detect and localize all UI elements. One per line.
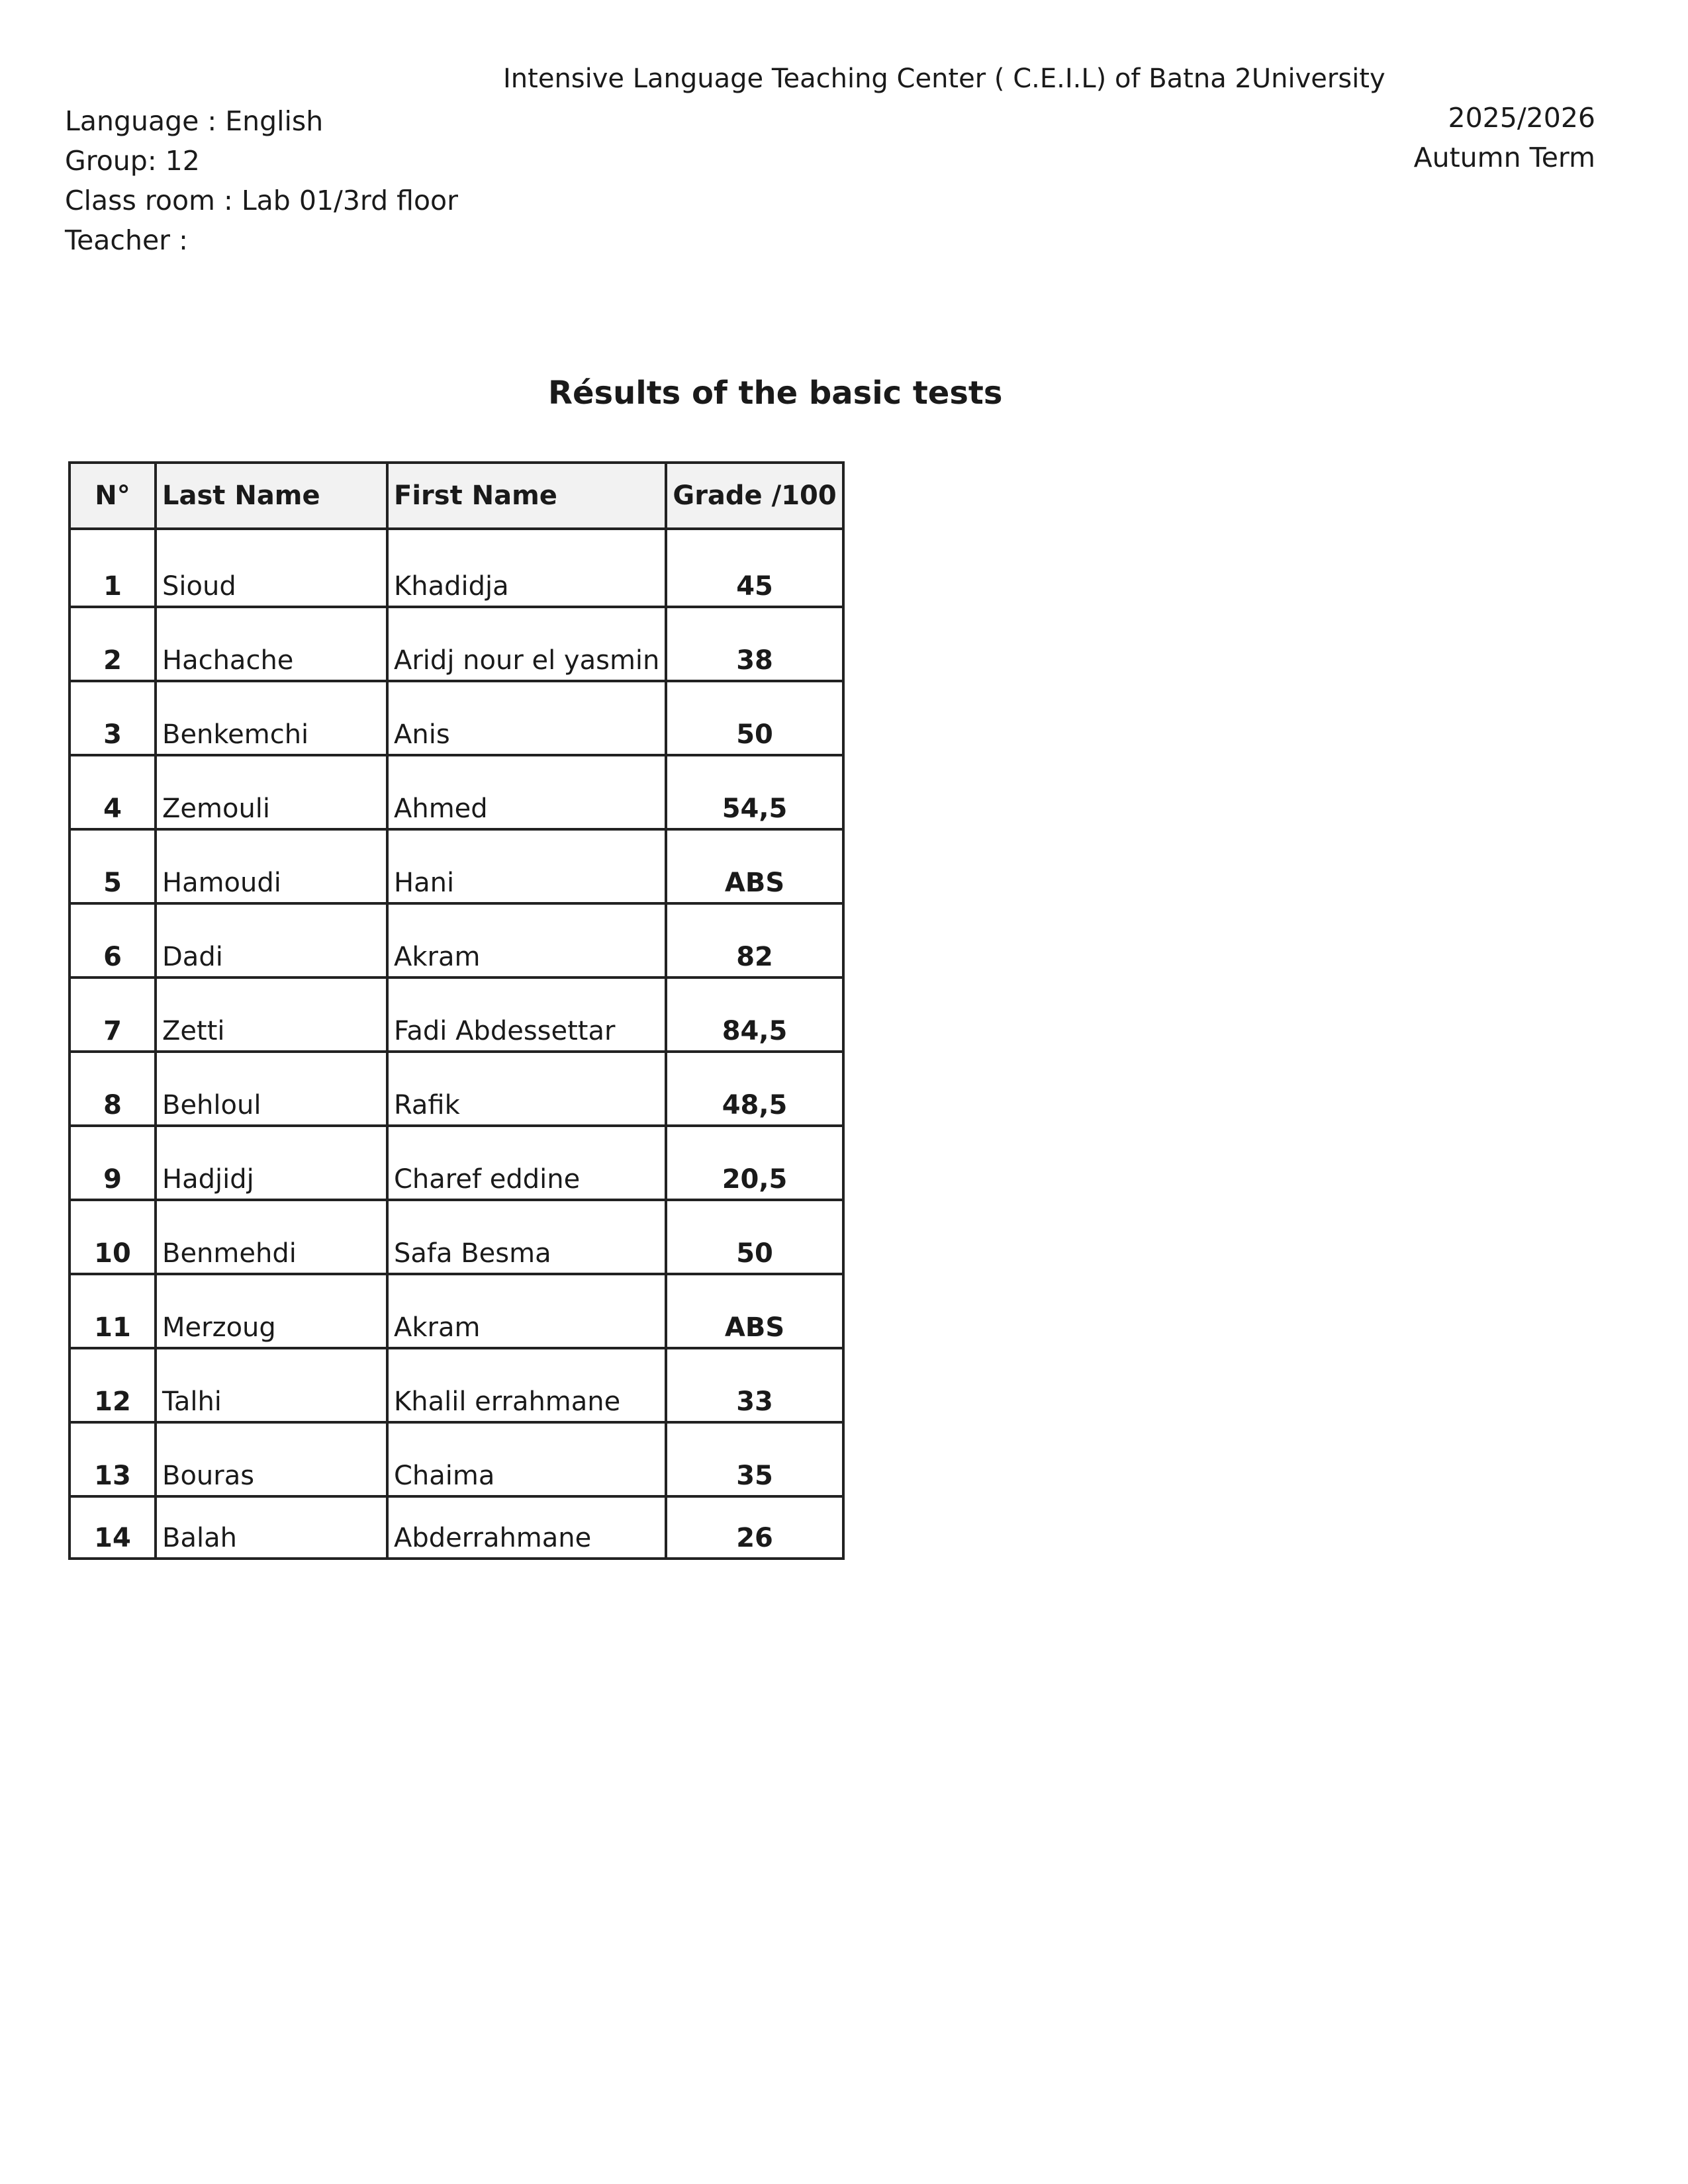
table-row <box>70 755 843 829</box>
results-body <box>70 529 843 1559</box>
classroom-line: Class room : Lab 01/3rd floor <box>65 185 458 216</box>
cell-number: 2 <box>70 607 156 681</box>
cell-grade: 35 <box>666 1422 843 1496</box>
cell-last-name: Behloul <box>156 1052 387 1126</box>
table-row <box>70 1126 843 1200</box>
cell-first-name: Akram <box>387 903 666 978</box>
cell-last-name: Hamoudi <box>156 829 387 903</box>
cell-first-name: Anis <box>387 681 666 755</box>
table-row <box>70 1200 843 1274</box>
cell-number: 1 <box>70 529 156 607</box>
table-row <box>70 1496 843 1559</box>
cell-grade: 82 <box>666 903 843 978</box>
class-info <box>65 101 458 260</box>
cell-number: 11 <box>70 1274 156 1348</box>
cell-grade: 50 <box>666 1200 843 1274</box>
cell-last-name: Zemouli <box>156 755 387 829</box>
table-row <box>70 529 843 607</box>
table-row <box>70 903 843 978</box>
cell-first-name: Chaima <box>387 1422 666 1496</box>
cell-grade: 54,5 <box>666 755 843 829</box>
table-row <box>70 607 843 681</box>
cell-first-name: Khadidja <box>387 529 666 607</box>
cell-number: 5 <box>70 829 156 903</box>
cell-number: 10 <box>70 1200 156 1274</box>
cell-last-name: Zetti <box>156 978 387 1052</box>
cell-last-name: Benkemchi <box>156 681 387 755</box>
cell-last-name: Benmehdi <box>156 1200 387 1274</box>
cell-grade: 45 <box>666 529 843 607</box>
cell-grade: 20,5 <box>666 1126 843 1200</box>
cell-first-name: Rafik <box>387 1052 666 1126</box>
header-grade: Grade /100 <box>666 463 843 529</box>
table-row <box>70 829 843 903</box>
cell-last-name: Sioud <box>156 529 387 607</box>
academic-year: 2025/2026 <box>1448 102 1595 134</box>
language-line: Language : English <box>65 105 324 137</box>
cell-number: 12 <box>70 1348 156 1422</box>
cell-number: 14 <box>70 1496 156 1559</box>
cell-number: 9 <box>70 1126 156 1200</box>
cell-number: 13 <box>70 1422 156 1496</box>
cell-number: 8 <box>70 1052 156 1126</box>
table-row <box>70 1274 843 1348</box>
cell-grade: 84,5 <box>666 978 843 1052</box>
cell-grade: ABS <box>666 1274 843 1348</box>
cell-last-name: Talhi <box>156 1348 387 1422</box>
cell-grade: 26 <box>666 1496 843 1559</box>
cell-number: 3 <box>70 681 156 755</box>
cell-last-name: Hachache <box>156 607 387 681</box>
teacher-line: Teacher : <box>65 224 188 256</box>
cell-grade: ABS <box>666 829 843 903</box>
results-table <box>68 461 845 1560</box>
cell-grade: 38 <box>666 607 843 681</box>
header-last-name: Last Name <box>156 463 387 529</box>
cell-first-name: Abderrahmane <box>387 1496 666 1559</box>
header-first-name: First Name <box>387 463 666 529</box>
cell-first-name: Ahmed <box>387 755 666 829</box>
cell-first-name: Fadi Abdessettar <box>387 978 666 1052</box>
term-info <box>1414 98 1595 177</box>
cell-last-name: Balah <box>156 1496 387 1559</box>
header-number: N° <box>70 463 156 529</box>
table-row <box>70 1052 843 1126</box>
cell-last-name: Dadi <box>156 903 387 978</box>
cell-grade: 50 <box>666 681 843 755</box>
document-title: Résults of the basic tests <box>548 375 1003 412</box>
term-name: Autumn Term <box>1413 142 1595 173</box>
cell-first-name: Akram <box>387 1274 666 1348</box>
cell-first-name: Aridj nour el yasmin <box>387 607 666 681</box>
table-row <box>70 978 843 1052</box>
cell-last-name: Bouras <box>156 1422 387 1496</box>
table-row <box>70 681 843 755</box>
cell-number: 6 <box>70 903 156 978</box>
cell-grade: 33 <box>666 1348 843 1422</box>
cell-number: 4 <box>70 755 156 829</box>
institution-name: Intensive Language Teaching Center ( C.E.I.L) of Batna 2University <box>503 64 1385 94</box>
cell-first-name: Safa Besma <box>387 1200 666 1274</box>
cell-last-name: Hadjidj <box>156 1126 387 1200</box>
cell-grade: 48,5 <box>666 1052 843 1126</box>
table-header-row <box>70 463 843 529</box>
cell-last-name: Merzoug <box>156 1274 387 1348</box>
cell-first-name: Hani <box>387 829 666 903</box>
table-row <box>70 1422 843 1496</box>
table-row <box>70 1348 843 1422</box>
cell-number: 7 <box>70 978 156 1052</box>
cell-first-name: Khalil errahmane <box>387 1348 666 1422</box>
cell-first-name: Charef eddine <box>387 1126 666 1200</box>
group-line: Group: 12 <box>65 145 200 177</box>
